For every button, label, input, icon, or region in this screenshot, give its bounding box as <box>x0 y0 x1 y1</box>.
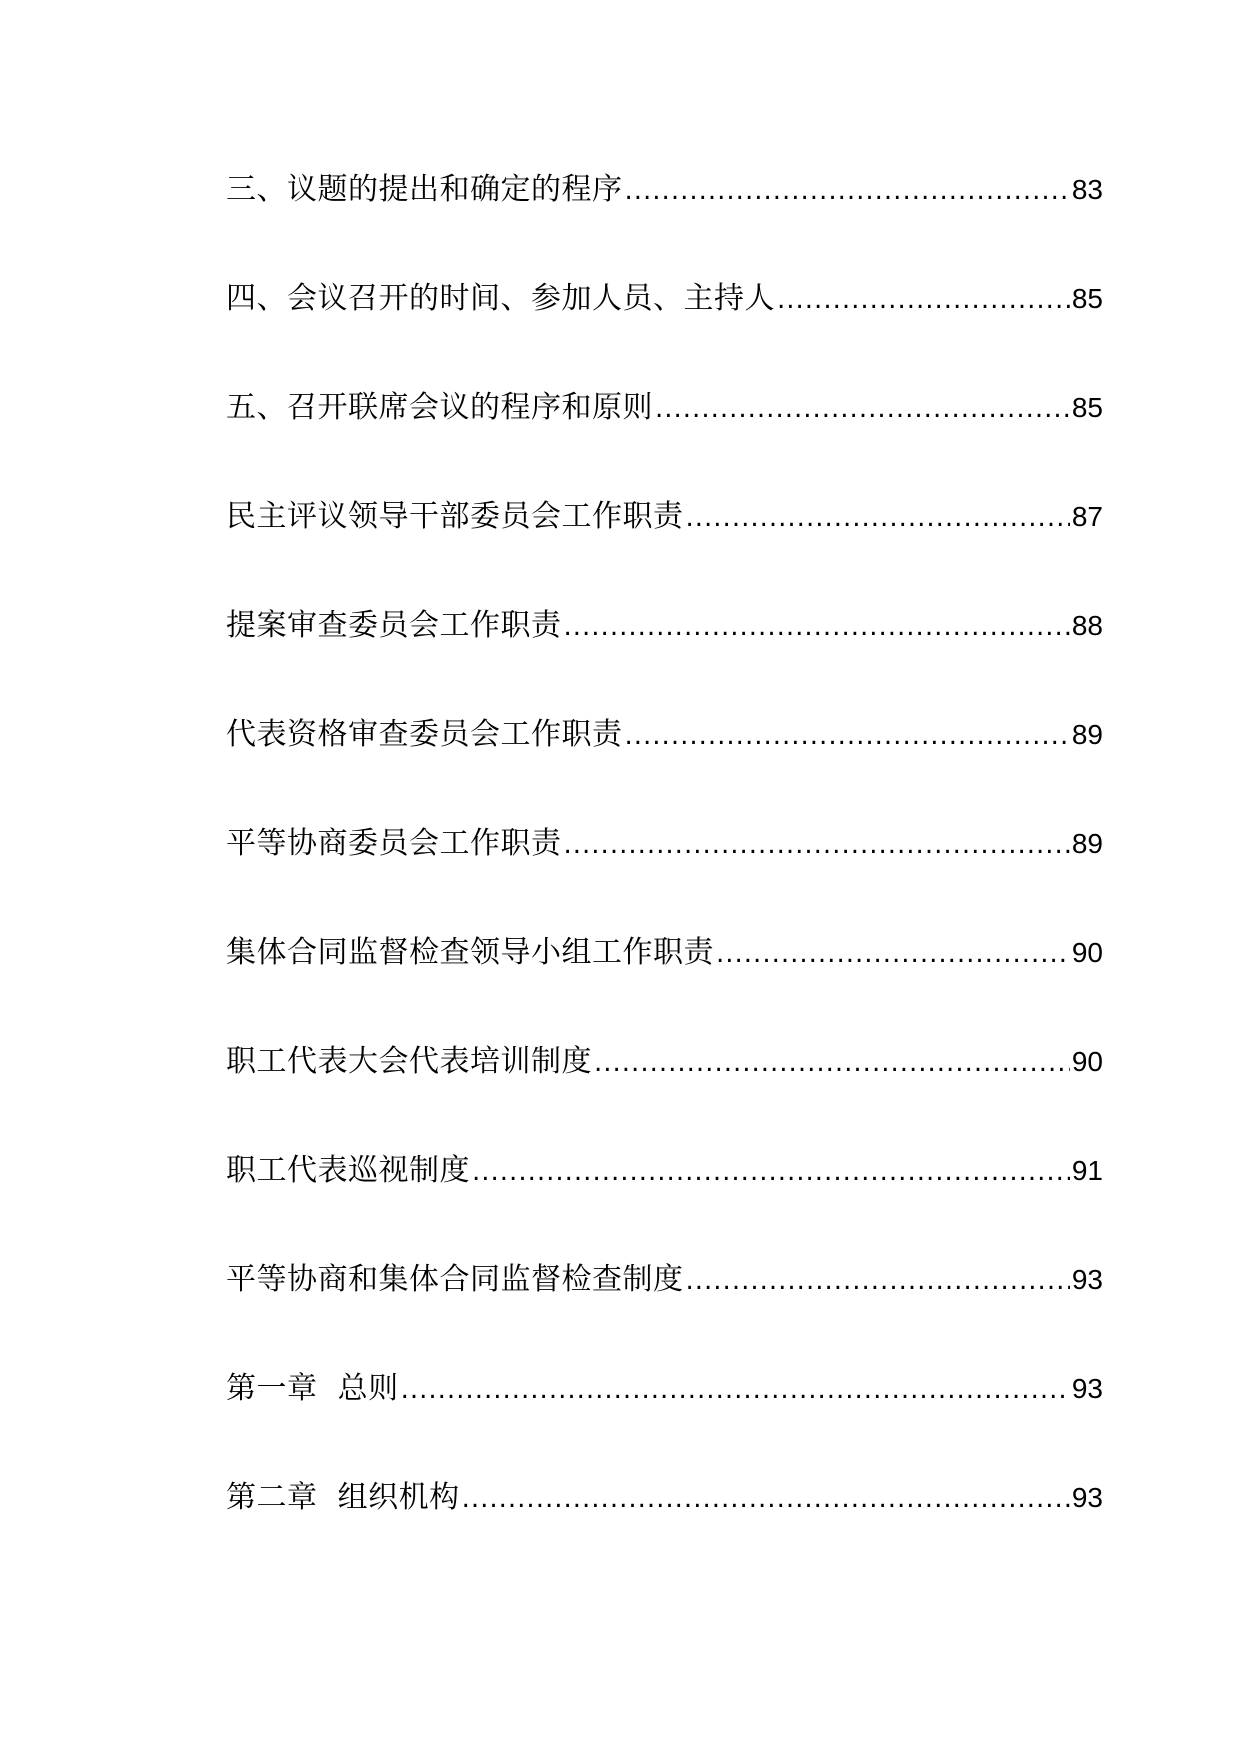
toc-entry-title: 五、召开联席会议的程序和原则 <box>226 390 653 425</box>
toc-entry[interactable] <box>226 497 1103 606</box>
toc-entry-page-number: 83 <box>1071 174 1103 205</box>
toc-entry-title: 平等协商和集体合同监督检查制度 <box>226 1262 684 1297</box>
toc-dot-leader <box>625 171 1070 211</box>
toc-entry[interactable] <box>226 933 1103 1042</box>
toc-entry[interactable] <box>226 388 1103 497</box>
toc-entry-page-number: 89 <box>1071 828 1103 859</box>
toc-dot-leader <box>716 934 1070 974</box>
toc-dot-leader <box>564 825 1070 865</box>
toc-entry-page-number: 93 <box>1071 1482 1103 1513</box>
toc-dot-leader <box>594 1043 1070 1083</box>
toc-entry[interactable] <box>226 1151 1103 1260</box>
toc-entry[interactable] <box>226 1369 1103 1478</box>
toc-entry-title: 民主评议领导干部委员会工作职责 <box>226 499 684 534</box>
toc-entry-title: 三、议题的提出和确定的程序 <box>226 172 623 207</box>
toc-entry-page-number: 90 <box>1071 1046 1103 1077</box>
toc-entry-title: 第一章 总则 <box>226 1371 399 1406</box>
toc-dot-leader <box>472 1152 1070 1192</box>
toc-dot-leader <box>564 607 1070 647</box>
toc-dot-leader <box>686 498 1070 538</box>
toc-entry-page-number: 93 <box>1071 1264 1103 1295</box>
toc-entry-title: 代表资格审查委员会工作职责 <box>226 717 623 752</box>
toc-dot-leader <box>462 1479 1070 1519</box>
toc-entry[interactable] <box>226 279 1103 388</box>
toc-dot-leader <box>655 389 1070 429</box>
toc-entry-title: 提案审查委员会工作职责 <box>226 608 562 643</box>
toc-dot-leader <box>686 1261 1070 1301</box>
toc-entry-page-number: 85 <box>1071 392 1103 423</box>
toc-entry[interactable] <box>226 1478 1103 1587</box>
toc-entry[interactable] <box>226 170 1103 279</box>
toc-entry[interactable] <box>226 1260 1103 1369</box>
toc-entry[interactable] <box>226 606 1103 715</box>
toc-dot-leader <box>777 280 1070 320</box>
toc-entry-title: 第二章 组织机构 <box>226 1480 460 1515</box>
toc-entry-page-number: 93 <box>1071 1373 1103 1404</box>
toc-entry-title: 集体合同监督检查领导小组工作职责 <box>226 935 714 970</box>
toc-dot-leader <box>401 1370 1070 1410</box>
toc-dot-leader <box>625 716 1070 756</box>
toc-entry-page-number: 90 <box>1071 937 1103 968</box>
toc-entry-page-number: 91 <box>1071 1155 1103 1186</box>
toc-entry-page-number: 89 <box>1071 719 1103 750</box>
toc-entry[interactable] <box>226 824 1103 933</box>
toc-entry[interactable] <box>226 1042 1103 1151</box>
toc-entry[interactable] <box>226 715 1103 824</box>
table-of-contents <box>226 170 1103 1587</box>
toc-entry-title: 四、会议召开的时间、参加人员、主持人 <box>226 281 775 316</box>
toc-entry-title: 职工代表巡视制度 <box>226 1153 470 1188</box>
toc-entry-page-number: 85 <box>1071 283 1103 314</box>
toc-entry-page-number: 88 <box>1071 610 1103 641</box>
toc-entry-title: 职工代表大会代表培训制度 <box>226 1044 592 1079</box>
toc-entry-page-number: 87 <box>1071 501 1103 532</box>
toc-entry-title: 平等协商委员会工作职责 <box>226 826 562 861</box>
